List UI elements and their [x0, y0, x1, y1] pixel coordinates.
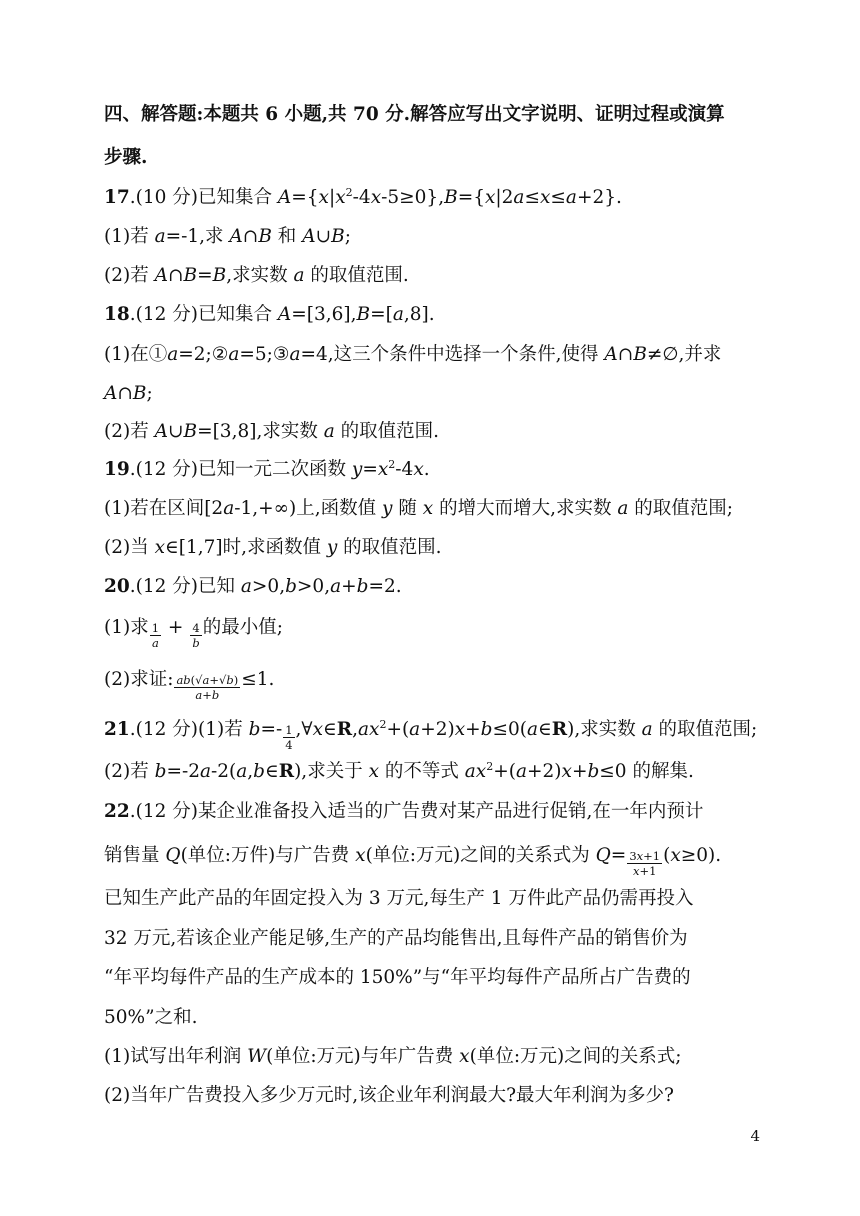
problem-18-statement: 18.(12 分)已知集合 A=[3,6],B=[a,8]. — [104, 304, 435, 325]
problem-18-part1: (1)在①a=2;②a=5;③a=4,这三个条件中选择一个条件,使得 A∩B≠∅,并求 — [104, 344, 722, 365]
problem-17-part1: (1)若 a=-1,求 A∩B 和 A∪B; — [104, 226, 351, 247]
problem-20-part2: (2)求证: $\frac{ab(√a+√b)}{a+b}$ ≤1. — [104, 669, 275, 702]
problem-18-number: 18 — [104, 304, 130, 325]
problem-22-statement-line5: “年平均每件产品的生产成本的 150%”与“年平均每件产品所占广告费的 — [104, 967, 691, 988]
problem-19-score: .(12 分) — [129, 459, 198, 480]
problem-22-number: 22 — [104, 801, 130, 822]
problem-18-part1-cont: A∩B; — [104, 383, 153, 404]
problem-22-part2: (2)当年广告费投入多少万元时,该企业年利润最大?最大年利润为多少? — [104, 1085, 674, 1106]
problem-22-score: .(12 分) — [129, 801, 198, 822]
problem-22-statement-line3: 已知生产此产品的年固定投入为 3 万元,每生产 1 万件此产品仍需再投入 — [104, 888, 694, 909]
section-heading-line2: 步骤. — [104, 147, 148, 168]
problem-21-number: 21 — [104, 719, 130, 740]
problem-17-part2: (2)若 A∩B=B,求实数 a 的取值范围. — [104, 265, 409, 286]
problem-17-number: 17 — [104, 187, 130, 208]
problem-22-statement-line6: 50%”之和. — [104, 1007, 198, 1028]
problem-22-part1: (1)试写出年利润 W(单位:万元)与年广告费 x(单位:万元)之间的关系式; — [104, 1046, 682, 1067]
problem-17-statement: 17.(10 分)已知集合 $A=\{x|x^2-4x-5\ge 0\},B=\{x|2a\le x\le a+2\}$. — [104, 186, 622, 208]
problem-22-statement-line4: 32 万元,若该企业产能足够,生产的产品均能售出,且每件产品的销售价为 — [104, 928, 688, 949]
problem-22-statement-line2: 销售量 Q(单位:万件)与广告费 x(单位:万元)之间的关系式为 Q= $\frac{3x+1}{x+1}$ (x≥0). — [104, 845, 722, 878]
problem-19-part2: (2)当 x∈[1,7]时,求函数值 y 的取值范围. — [104, 537, 442, 558]
problem-20-part1: (1)求 $\frac{1}{a}$ + $\frac{4}{b}$ 的最小值; — [104, 617, 283, 650]
problem-20-score: .(12 分) — [129, 576, 198, 597]
problem-22-statement-line1: 22.(12 分)某企业准备投入适当的广告费对某产品进行促销,在一年内预计 — [104, 801, 704, 822]
fraction-1-over-a: $\frac{1}{a}$ — [151, 621, 160, 650]
problem-19-number: 19 — [104, 459, 130, 480]
page-number: 4 — [750, 1127, 760, 1145]
problem-18-score: .(12 分) — [129, 304, 198, 325]
problem-21-part2: (2)若 b=-2a-2(a,b∈R),求关于 x 的不等式 $ax^2+(a+2)x+b\le 0$ 的解集. — [104, 760, 694, 782]
problem-21-statement: 21.(12 分)(1)若 b=- $\frac{1}{4}$ $,\forall x\in R,ax^2+(a+2)x+b\le 0(a\in R)$,求实数 a 的取值范围; — [104, 718, 758, 752]
problem-19-part1: (1)若在区间[2a-1,+∞)上,函数值 y 随 x 的增大而增大,求实数 a 的取值范围; — [104, 498, 733, 519]
problem-21-score: .(12 分) — [129, 719, 198, 740]
problem-20-statement: 20.(12 分)已知 a>0,b>0,a+b=2. — [104, 576, 402, 597]
problem-19-statement: 19.(12 分)已知一元二次函数 $y=x^2-4x$. — [104, 458, 430, 480]
fraction-4-over-b: $\frac{4}{b}$ — [192, 621, 200, 650]
section-heading-line1: 四、解答题:本题共 6 小题,共 70 分.解答应写出文字说明、证明过程或演算 — [104, 104, 725, 125]
problem-18-part2: (2)若 A∪B=[3,8],求实数 a 的取值范围. — [104, 421, 440, 442]
problem-17-score: .(10 分) — [129, 187, 198, 208]
fraction-1-over-4: $\frac{1}{4}$ — [285, 723, 293, 752]
fraction-proof-expression: $\frac{ab(√a+√b)}{a+b}$ — [176, 673, 239, 702]
problem-20-number: 20 — [104, 576, 130, 597]
fraction-q-formula: $\frac{3x+1}{x+1}$ — [629, 849, 661, 878]
